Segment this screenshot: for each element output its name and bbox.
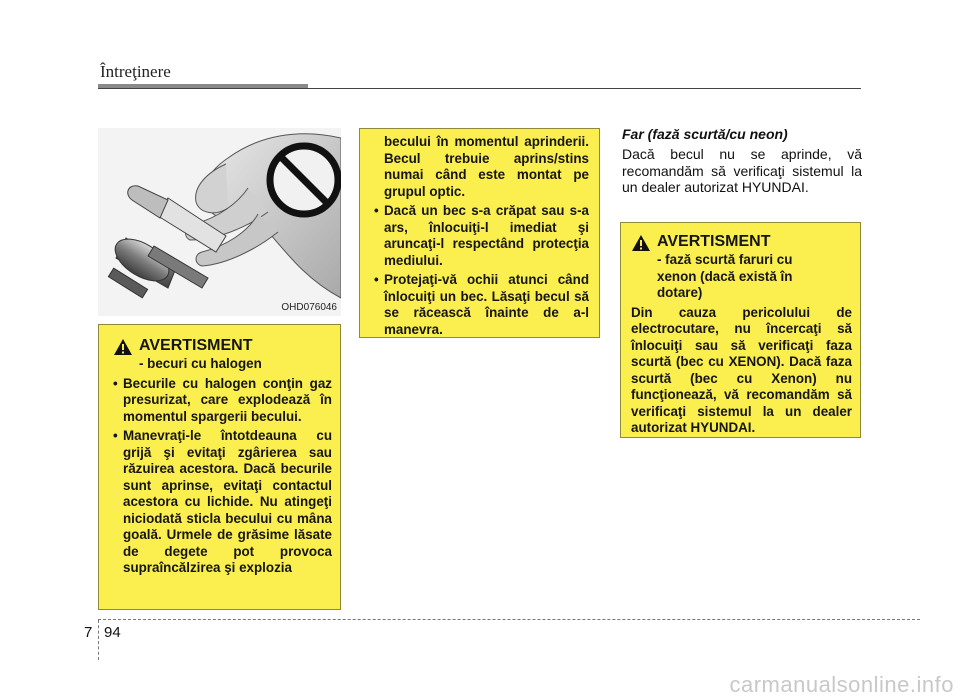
footer-rule <box>98 619 920 620</box>
warning-box-halogen <box>98 324 341 610</box>
page-number <box>84 624 121 641</box>
warning-subtitle: - fază scurtă faruri cu xenon (dacă există în dotare) <box>657 252 793 300</box>
header-rule <box>98 88 861 89</box>
watermark: carmanualsonline.info <box>729 672 954 697</box>
warning-triangle-icon <box>113 338 133 356</box>
warning-title: AVERTISMENT <box>657 233 771 250</box>
warning-list <box>113 376 332 577</box>
prohibited-sign-icon <box>270 146 338 214</box>
warning-subtitle: - becuri cu halogen <box>139 356 262 371</box>
figure-code: OHD076046 <box>281 302 337 313</box>
list-item: • Protejaţi-vă ochii atunci când înlocuiţi un bec. Lăsaţi becul să se răcească înainte de a-l manevra. <box>374 272 589 338</box>
bulb-illustration <box>98 128 341 316</box>
list-item: • Dacă un bec s-a crăpat sau s-a ars, înlocuiţi-l imediat şi aruncaţi-l respectând protecţia mediului. <box>374 203 589 269</box>
warning-triangle-icon <box>631 234 651 252</box>
warning-title: AVERTISMENT <box>139 337 253 354</box>
page-number-value: 94 <box>104 624 121 641</box>
chapter-number: 7 <box>84 624 93 641</box>
list-item: • Manevraţi-le întotdeauna cu grijă şi evitaţi zgârierea sau răzuirea acestora. Dacă becurile sunt aprinse, evitaţi contactul acestora cu lichide. Nu atingeţi niciodată sticla becului cu mâna goală. Urmele de grăsime lăsate de degete pot provoca supraîncălzirea şi explozia <box>113 428 332 577</box>
list-item: • Becurile cu halogen conţin gaz presurizat, care explodează în momentul spargerii becului. <box>113 376 332 426</box>
section-title: Întreţinere <box>100 62 171 81</box>
warning-continuation: becului în momentul aprinderii. Becul trebuie aprins/stins numai când este montat pe grupul optic. <box>384 134 589 199</box>
warning-text: Din cauza pericolului de electrocutare, nu încercaţi să înlocuiţi sau să verificaţi faza scurtă (bec cu XENON). Dacă faza scurtă (bec cu Xenon) nu funcţionează, vă recomandăm să verificaţi sistemul la un dealer autorizat HYUNDAI. <box>631 304 852 435</box>
warning-box-continued <box>359 128 600 338</box>
warning-box-xenon <box>620 222 861 438</box>
hand-holding-bulb-drawing <box>98 128 341 316</box>
warning-list <box>374 203 589 338</box>
subsection-heading: Far (fază scurtă/cu neon) <box>622 126 788 142</box>
body-paragraph: Dacă becul nu se aprinde, vă recomandăm să verificaţi sistemul la un dealer autorizat HYUNDAI. <box>622 146 862 195</box>
